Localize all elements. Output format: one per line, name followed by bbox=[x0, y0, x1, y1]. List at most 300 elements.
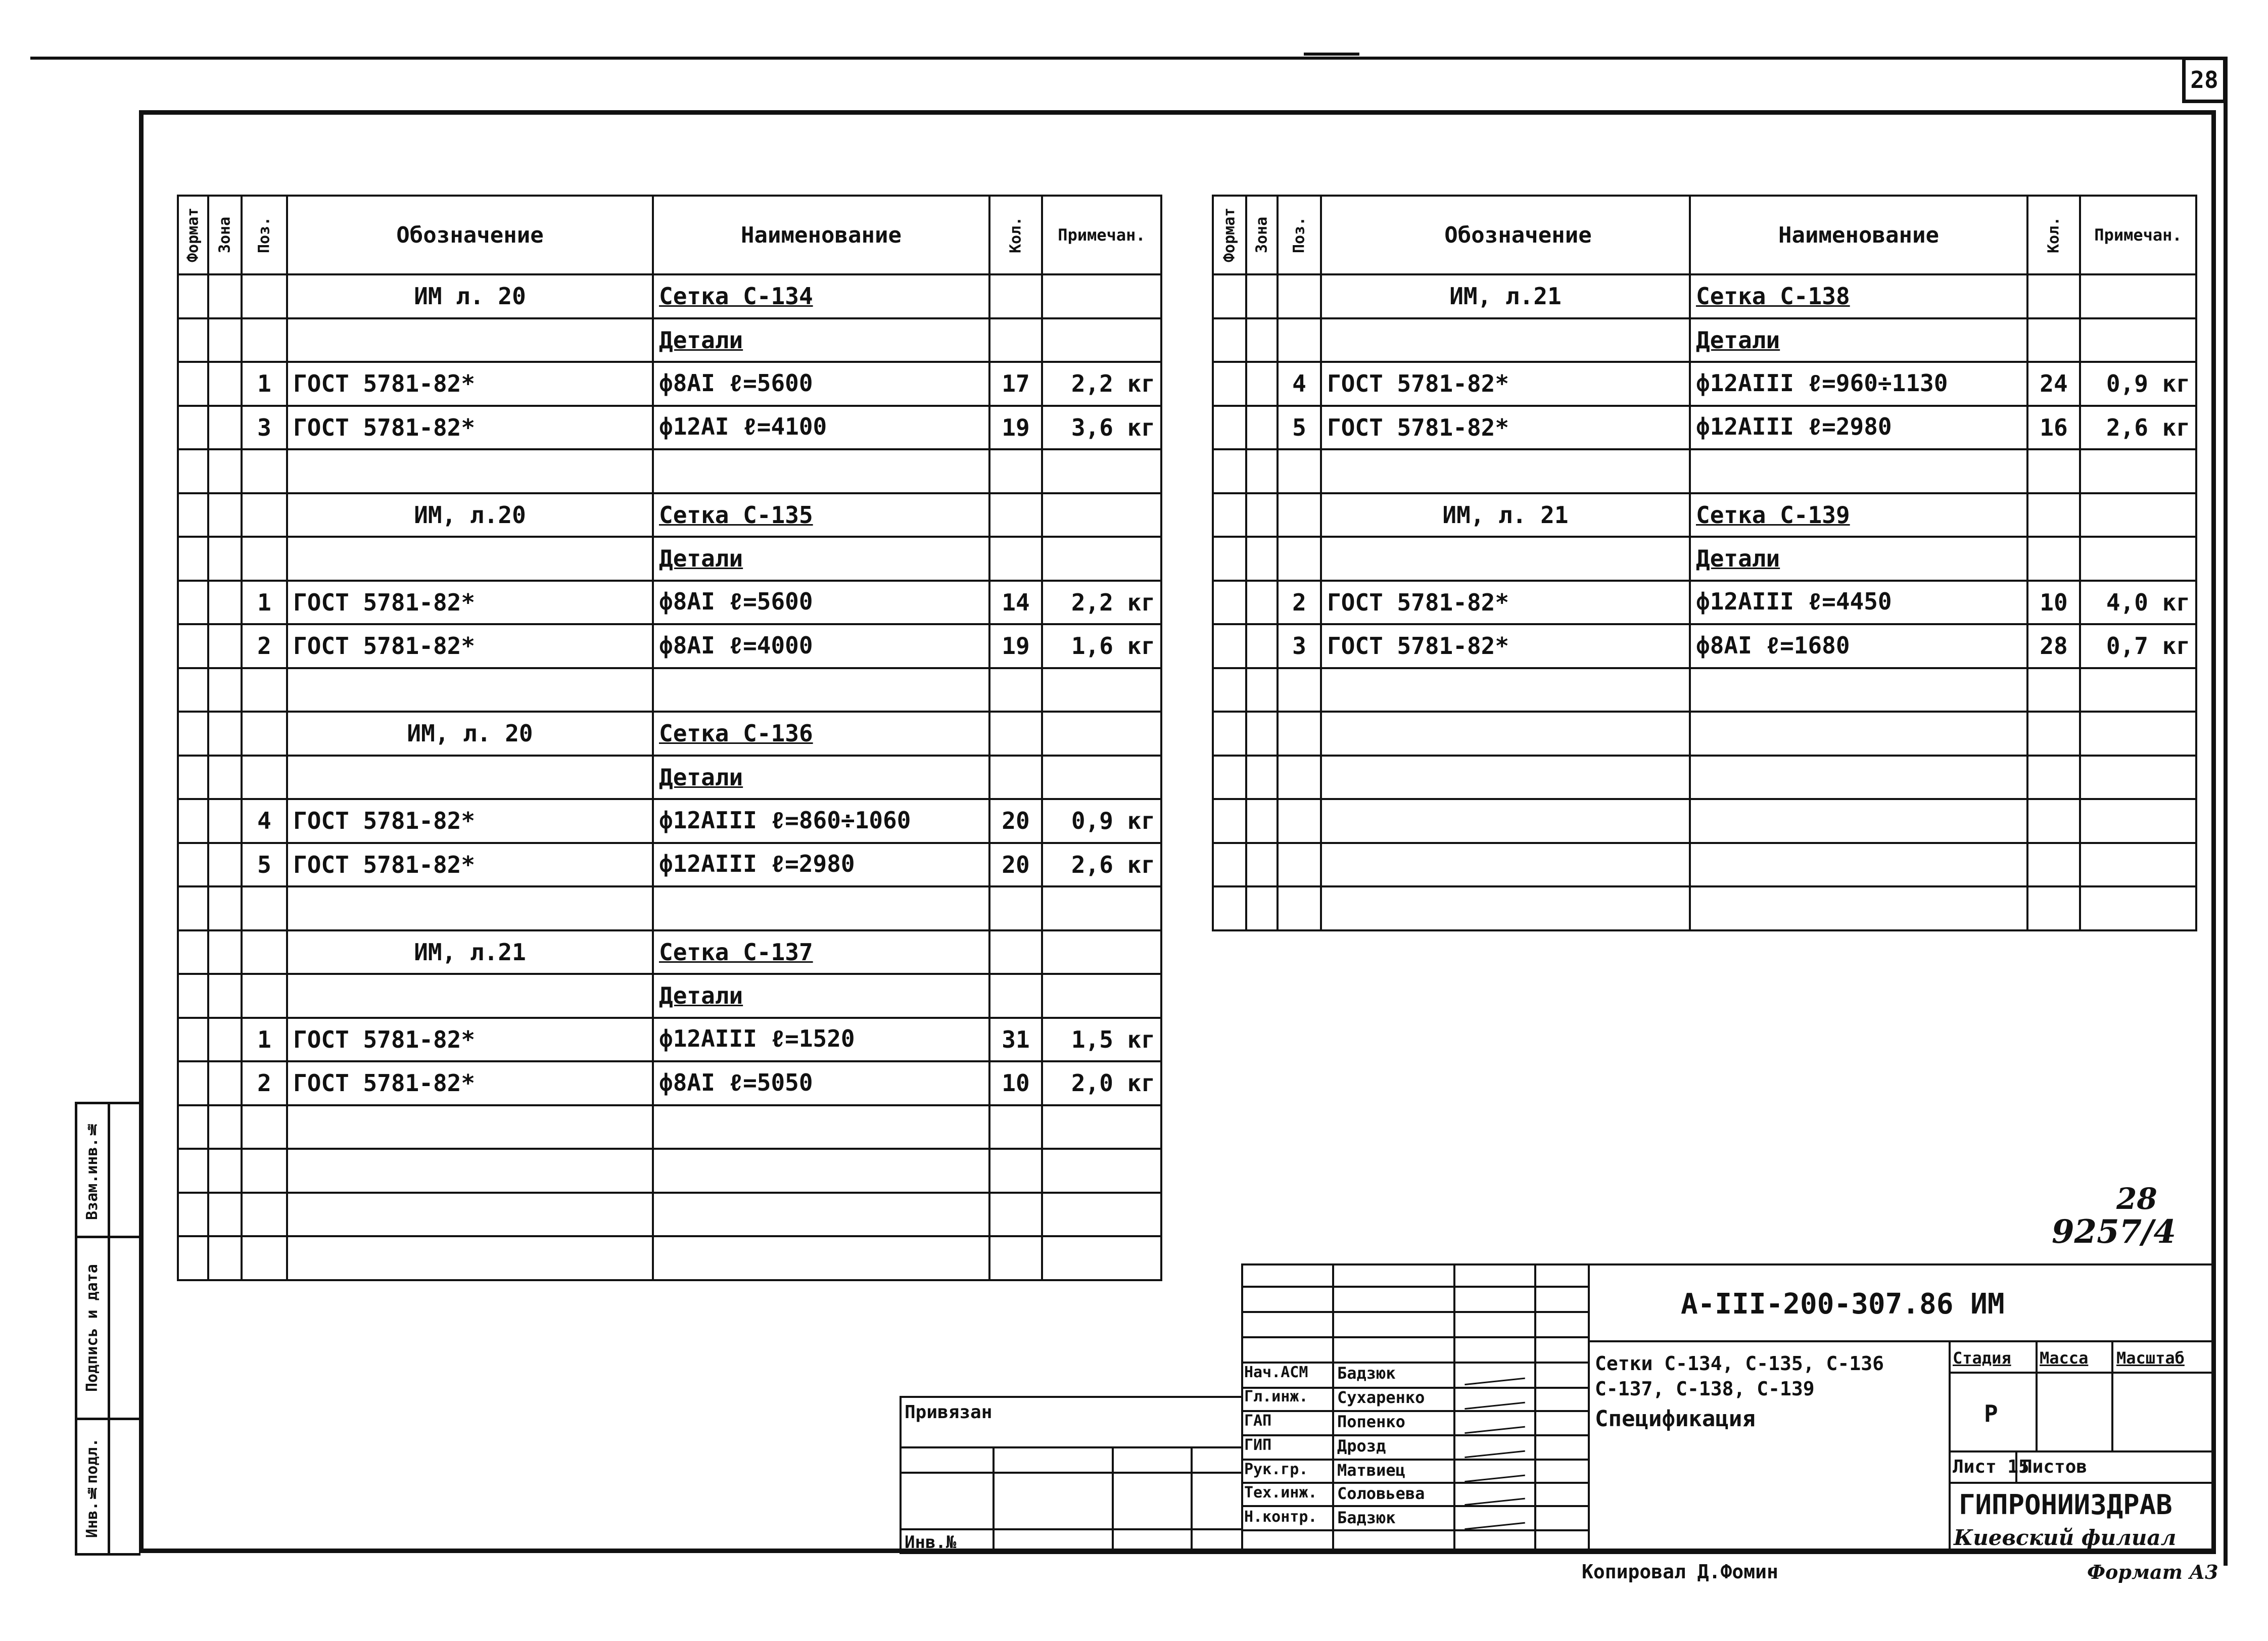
name-cell: ф12АIII ℓ=1520 bbox=[653, 1018, 989, 1062]
spec-row bbox=[1213, 362, 2196, 406]
qty-cell bbox=[2027, 449, 2080, 493]
format-cell bbox=[1213, 362, 1246, 406]
spec-row bbox=[178, 668, 1161, 712]
note-cell: 1,5 кг bbox=[1042, 1018, 1161, 1062]
note-cell: 0,9 кг bbox=[2080, 362, 2196, 406]
format-cell bbox=[178, 886, 208, 930]
pos-cell: 5 bbox=[1278, 406, 1321, 450]
spec-row bbox=[1213, 668, 2196, 712]
spec-row bbox=[1213, 712, 2196, 756]
pos-cell: 3 bbox=[1278, 624, 1321, 668]
title-block bbox=[1241, 1263, 2216, 1554]
note-cell bbox=[1042, 756, 1161, 800]
spec-row bbox=[1213, 886, 2196, 930]
designation-cell: ГОСТ 5781-82* bbox=[287, 362, 653, 406]
qty-cell bbox=[2027, 668, 2080, 712]
staff-grid-line bbox=[1241, 1529, 1590, 1531]
col-zone-header: Зона bbox=[208, 196, 242, 274]
format-cell bbox=[1213, 274, 1246, 318]
qty-cell bbox=[2027, 318, 2080, 362]
zone-cell bbox=[208, 756, 242, 800]
note-cell bbox=[1042, 274, 1161, 318]
format-cell bbox=[178, 362, 208, 406]
zone-cell bbox=[1246, 493, 1278, 537]
spec-row bbox=[178, 624, 1161, 668]
bound-label: Привязан bbox=[905, 1402, 993, 1423]
name-cell: Детали bbox=[653, 318, 989, 362]
copied-by: Копировал Д.Фомин bbox=[1582, 1561, 1778, 1583]
spec-row bbox=[178, 1193, 1161, 1237]
spec-row bbox=[178, 756, 1161, 800]
qty-cell bbox=[989, 668, 1042, 712]
designation-cell: ИМ, л.20 bbox=[287, 493, 653, 537]
name-cell: Детали bbox=[1690, 318, 2027, 362]
designation-cell: ГОСТ 5781-82* bbox=[1321, 406, 1690, 450]
format-cell bbox=[178, 624, 208, 668]
frame-gap-line bbox=[1304, 53, 1359, 56]
description-line2: С-137, С-138, С-139 bbox=[1595, 1378, 1815, 1400]
staff-name: Попенко bbox=[1337, 1412, 1405, 1431]
note-cell bbox=[2080, 318, 2196, 362]
spec-row bbox=[1213, 406, 2196, 450]
note-cell bbox=[2080, 449, 2196, 493]
zone-cell bbox=[208, 1149, 242, 1193]
format-cell bbox=[178, 493, 208, 537]
format-cell bbox=[178, 843, 208, 887]
note-cell bbox=[2080, 668, 2196, 712]
qty-cell bbox=[989, 274, 1042, 318]
staff-grid-line bbox=[1453, 1263, 1455, 1554]
name-cell bbox=[653, 1149, 989, 1193]
staff-name: Матвиец bbox=[1337, 1461, 1405, 1480]
spec-row bbox=[178, 1236, 1161, 1280]
name-cell: Детали bbox=[653, 756, 989, 800]
spec-row bbox=[178, 537, 1161, 581]
name-cell: ф8АI ℓ=5600 bbox=[653, 581, 989, 625]
note-cell bbox=[1042, 493, 1161, 537]
spec-row bbox=[178, 1149, 1161, 1193]
bound-line bbox=[1191, 1446, 1193, 1554]
zone-cell bbox=[208, 493, 242, 537]
designation-cell bbox=[287, 974, 653, 1018]
zone-cell bbox=[1246, 581, 1278, 625]
name-cell: ф12АIII ℓ=4450 bbox=[1690, 581, 2027, 625]
mass-label: Масса bbox=[2040, 1348, 2089, 1368]
name-cell: ф8АI ℓ=4000 bbox=[653, 624, 989, 668]
zone-cell bbox=[208, 274, 242, 318]
format-cell bbox=[178, 1061, 208, 1105]
format-cell bbox=[178, 1149, 208, 1193]
name-cell: Детали bbox=[653, 537, 989, 581]
designation-cell bbox=[1321, 756, 1690, 800]
name-cell: ф12АIII ℓ=960÷1130 bbox=[1690, 362, 2027, 406]
format-cell bbox=[1213, 756, 1246, 800]
pos-cell bbox=[242, 712, 287, 756]
qty-cell: 14 bbox=[989, 581, 1042, 625]
col-qty-header: Кол. bbox=[2027, 196, 2080, 274]
staff-name: Соловьева bbox=[1337, 1484, 1425, 1503]
qty-cell: 10 bbox=[989, 1061, 1042, 1105]
qty-cell: 20 bbox=[989, 843, 1042, 887]
qty-cell bbox=[989, 756, 1042, 800]
pos-cell: 4 bbox=[1278, 362, 1321, 406]
org-branch: Киевский филиал bbox=[1954, 1525, 2177, 1550]
staff-grid-line bbox=[1241, 1434, 1590, 1436]
bound-block bbox=[900, 1396, 1243, 1554]
pos-cell: 1 bbox=[242, 362, 287, 406]
note-cell: 3,6 кг bbox=[1042, 406, 1161, 450]
name-cell bbox=[1690, 886, 2027, 930]
format-cell bbox=[178, 1236, 208, 1280]
zone-cell bbox=[1246, 274, 1278, 318]
zone-cell bbox=[208, 362, 242, 406]
qty-cell: 31 bbox=[989, 1018, 1042, 1062]
spec-row bbox=[178, 318, 1161, 362]
pos-cell: 2 bbox=[242, 624, 287, 668]
format-cell bbox=[178, 537, 208, 581]
note-cell bbox=[2080, 712, 2196, 756]
note-cell bbox=[1042, 1236, 1161, 1280]
zone-cell bbox=[208, 1236, 242, 1280]
note-cell bbox=[1042, 318, 1161, 362]
qty-cell bbox=[989, 1149, 1042, 1193]
staff-name: Бадзюк bbox=[1337, 1508, 1396, 1527]
spec-row bbox=[1213, 274, 2196, 318]
name-cell bbox=[1690, 449, 2027, 493]
staff-grid-line bbox=[1241, 1336, 1590, 1338]
staff-role: ГИП bbox=[1244, 1436, 1272, 1454]
col-qty-header: Кол. bbox=[989, 196, 1042, 274]
designation-cell bbox=[1321, 843, 1690, 887]
note-cell: 2,6 кг bbox=[2080, 406, 2196, 450]
qty-cell bbox=[989, 974, 1042, 1018]
col-zone-header: Зона bbox=[1246, 196, 1278, 274]
designation-cell: ГОСТ 5781-82* bbox=[287, 406, 653, 450]
doc-code: А-III-200-307.86 ИМ bbox=[1681, 1288, 2005, 1321]
designation-cell: ГОСТ 5781-82* bbox=[287, 843, 653, 887]
designation-cell bbox=[287, 1105, 653, 1149]
staff-role: ГАП bbox=[1244, 1412, 1272, 1430]
staff-grid-line bbox=[1534, 1263, 1536, 1554]
zone-cell bbox=[208, 1018, 242, 1062]
qty-cell bbox=[989, 449, 1042, 493]
qty-cell bbox=[989, 886, 1042, 930]
staff-grid-line bbox=[1241, 1410, 1590, 1412]
pos-cell bbox=[1278, 318, 1321, 362]
spec-row bbox=[1213, 756, 2196, 800]
staff-role: Нач.АСМ bbox=[1244, 1364, 1308, 1381]
qty-cell bbox=[2027, 756, 2080, 800]
pos-cell bbox=[242, 668, 287, 712]
col-pos-header: Поз. bbox=[242, 196, 287, 274]
designation-cell bbox=[287, 537, 653, 581]
designation-cell: ГОСТ 5781-82* bbox=[287, 1061, 653, 1105]
format-cell bbox=[1213, 843, 1246, 887]
title-line bbox=[1949, 1482, 2216, 1484]
name-cell: ф12АIII ℓ=860÷1060 bbox=[653, 799, 989, 843]
pos-cell: 2 bbox=[242, 1061, 287, 1105]
note-cell bbox=[1042, 1149, 1161, 1193]
note-cell: 0,9 кг bbox=[1042, 799, 1161, 843]
format-cell bbox=[1213, 712, 1246, 756]
col-name-header: Наименование bbox=[653, 196, 989, 274]
col-name-header: Наименование bbox=[1690, 196, 2027, 274]
name-cell: Детали bbox=[1690, 537, 2027, 581]
qty-cell bbox=[2027, 274, 2080, 318]
spec-row bbox=[178, 886, 1161, 930]
format-cell bbox=[178, 930, 208, 974]
title-line bbox=[1588, 1340, 2216, 1342]
note-cell: 2,0 кг bbox=[1042, 1061, 1161, 1105]
pos-cell bbox=[242, 537, 287, 581]
format-cell bbox=[1213, 537, 1246, 581]
title-line bbox=[1949, 1450, 2216, 1452]
pos-cell bbox=[242, 274, 287, 318]
pos-cell: 1 bbox=[242, 581, 287, 625]
designation-cell bbox=[287, 1236, 653, 1280]
name-cell: ф8АI ℓ=5050 bbox=[653, 1061, 989, 1105]
qty-cell bbox=[2027, 712, 2080, 756]
format-cell bbox=[1213, 624, 1246, 668]
zone-cell bbox=[208, 974, 242, 1018]
name-cell: ф12АI ℓ=4100 bbox=[653, 406, 989, 450]
pos-cell bbox=[1278, 537, 1321, 581]
format-cell bbox=[1213, 799, 1246, 843]
col-format-header: Формат bbox=[1213, 196, 1246, 274]
zone-cell bbox=[208, 799, 242, 843]
left-spec-table bbox=[177, 195, 1162, 1281]
pos-cell bbox=[242, 449, 287, 493]
designation-cell: ИМ, л. 20 bbox=[287, 712, 653, 756]
designation-cell bbox=[1321, 537, 1690, 581]
handwritten-sheet-number: 28 bbox=[2116, 1182, 2157, 1216]
note-cell: 2,2 кг bbox=[1042, 581, 1161, 625]
name-cell bbox=[1690, 712, 2027, 756]
note-cell: 2,6 кг bbox=[1042, 843, 1161, 887]
spec-row bbox=[178, 493, 1161, 537]
note-cell bbox=[1042, 712, 1161, 756]
handwritten-inv-number: 9257/4 bbox=[2052, 1213, 2177, 1251]
zone-cell bbox=[208, 1193, 242, 1237]
qty-cell: 20 bbox=[989, 799, 1042, 843]
format-cell bbox=[178, 274, 208, 318]
zone-cell bbox=[1246, 362, 1278, 406]
spec-row bbox=[1213, 493, 2196, 537]
zone-cell bbox=[1246, 843, 1278, 887]
inv-no-label: Инв.№ bbox=[905, 1532, 957, 1553]
name-cell bbox=[1690, 843, 2027, 887]
spec-row bbox=[1213, 581, 2196, 625]
pos-cell bbox=[1278, 274, 1321, 318]
format-cell bbox=[178, 668, 208, 712]
left-header-row bbox=[178, 196, 1161, 274]
designation-cell: ГОСТ 5781-82* bbox=[287, 799, 653, 843]
stage-value: Р bbox=[1984, 1400, 1998, 1427]
name-cell: ф12АIII ℓ=2980 bbox=[1690, 406, 2027, 450]
spec-row bbox=[1213, 843, 2196, 887]
sheet-number-box bbox=[2182, 57, 2227, 103]
name-cell: ф12АIII ℓ=2980 bbox=[653, 843, 989, 887]
zone-cell bbox=[208, 1105, 242, 1149]
designation-cell bbox=[1321, 886, 1690, 930]
pos-cell bbox=[242, 318, 287, 362]
name-cell bbox=[653, 449, 989, 493]
format-cell bbox=[1213, 581, 1246, 625]
designation-cell bbox=[287, 449, 653, 493]
staff-role: Н.контр. bbox=[1244, 1508, 1317, 1526]
spec-row bbox=[1213, 449, 2196, 493]
qty-cell: 28 bbox=[2027, 624, 2080, 668]
inv-orig-label: Инв.№подл. bbox=[83, 1438, 101, 1538]
designation-cell: ГОСТ 5781-82* bbox=[287, 624, 653, 668]
pos-cell bbox=[1278, 493, 1321, 537]
zone-cell bbox=[1246, 756, 1278, 800]
qty-cell: 17 bbox=[989, 362, 1042, 406]
note-cell: 2,2 кг bbox=[1042, 362, 1161, 406]
qty-cell bbox=[989, 1105, 1042, 1149]
qty-cell bbox=[989, 1193, 1042, 1237]
pos-cell bbox=[1278, 799, 1321, 843]
staff-name: Дрозд bbox=[1337, 1436, 1386, 1456]
designation-cell bbox=[287, 886, 653, 930]
qty-cell: 24 bbox=[2027, 362, 2080, 406]
format-cell bbox=[178, 581, 208, 625]
zone-cell bbox=[208, 581, 242, 625]
qty-cell bbox=[2027, 886, 2080, 930]
spec-row bbox=[178, 843, 1161, 887]
format-label: Формат А3 bbox=[2087, 1561, 2218, 1583]
designation-cell: ГОСТ 5781-82* bbox=[1321, 581, 1690, 625]
pos-cell bbox=[242, 974, 287, 1018]
name-cell: Сетка С-135 bbox=[653, 493, 989, 537]
right-spec-table bbox=[1212, 195, 2197, 931]
format-cell bbox=[178, 799, 208, 843]
qty-cell: 19 bbox=[989, 406, 1042, 450]
name-cell: Сетка С-137 bbox=[653, 930, 989, 974]
note-cell: 4,0 кг bbox=[2080, 581, 2196, 625]
note-cell bbox=[1042, 537, 1161, 581]
name-cell: Сетка С-139 bbox=[1690, 493, 2027, 537]
qty-cell bbox=[989, 930, 1042, 974]
designation-cell bbox=[1321, 318, 1690, 362]
sign-date-label: Подпись и дата bbox=[83, 1264, 101, 1392]
qty-cell bbox=[989, 318, 1042, 362]
note-cell bbox=[1042, 930, 1161, 974]
staff-grid-line bbox=[1241, 1311, 1590, 1313]
name-cell: ф8АI ℓ=5600 bbox=[653, 362, 989, 406]
staff-role: Рук.гр. bbox=[1244, 1461, 1308, 1478]
zone-cell bbox=[1246, 318, 1278, 362]
col-note-header: Примечан. bbox=[1042, 196, 1161, 274]
pos-cell bbox=[1278, 668, 1321, 712]
format-cell bbox=[178, 756, 208, 800]
spec-row bbox=[178, 1061, 1161, 1105]
spec-row bbox=[1213, 799, 2196, 843]
pos-cell: 2 bbox=[1278, 581, 1321, 625]
zone-cell bbox=[208, 668, 242, 712]
title-line bbox=[2111, 1340, 2113, 1450]
sheets-label: Листов bbox=[2021, 1457, 2088, 1477]
staff-grid-line bbox=[1241, 1286, 1590, 1288]
zone-cell bbox=[208, 318, 242, 362]
qty-cell bbox=[989, 712, 1042, 756]
designation-cell: ГОСТ 5781-82* bbox=[287, 581, 653, 625]
pos-cell: 3 bbox=[242, 406, 287, 450]
spec-row bbox=[178, 712, 1161, 756]
zone-cell bbox=[1246, 624, 1278, 668]
scale-label: Масштаб bbox=[2116, 1348, 2185, 1368]
note-cell bbox=[2080, 274, 2196, 318]
zone-cell bbox=[1246, 799, 1278, 843]
staff-name: Сухаренко bbox=[1337, 1388, 1425, 1407]
name-cell bbox=[653, 1236, 989, 1280]
designation-cell bbox=[287, 1193, 653, 1237]
designation-cell bbox=[1321, 449, 1690, 493]
name-cell: Сетка С-134 bbox=[653, 274, 989, 318]
note-cell bbox=[1042, 1193, 1161, 1237]
spec-row bbox=[178, 1105, 1161, 1149]
spec-row bbox=[178, 930, 1161, 974]
pos-cell bbox=[1278, 886, 1321, 930]
qty-cell bbox=[2027, 493, 2080, 537]
col-pos-header: Поз. bbox=[1278, 196, 1321, 274]
designation-cell bbox=[287, 668, 653, 712]
designation-cell bbox=[1321, 712, 1690, 756]
col-designation-header: Обозначение bbox=[1321, 196, 1690, 274]
note-cell: 1,6 кг bbox=[1042, 624, 1161, 668]
bound-line bbox=[1112, 1446, 1114, 1554]
qty-cell bbox=[2027, 843, 2080, 887]
note-cell bbox=[1042, 1105, 1161, 1149]
zone-cell bbox=[1246, 406, 1278, 450]
qty-cell bbox=[2027, 799, 2080, 843]
qty-cell: 19 bbox=[989, 624, 1042, 668]
staff-grid-line bbox=[1332, 1263, 1334, 1554]
designation-cell: ИМ, л.21 bbox=[287, 930, 653, 974]
staff-role: Тех.инж. bbox=[1244, 1484, 1317, 1502]
note-cell bbox=[2080, 756, 2196, 800]
zone-cell bbox=[208, 1061, 242, 1105]
name-cell bbox=[1690, 668, 2027, 712]
designation-cell: ГОСТ 5781-82* bbox=[1321, 624, 1690, 668]
staff-role: Гл.инж. bbox=[1244, 1388, 1308, 1405]
sheet-label: Лист 15 bbox=[1953, 1457, 2029, 1477]
name-cell bbox=[1690, 799, 2027, 843]
description-line3: Спецификация bbox=[1595, 1406, 1756, 1432]
bound-line bbox=[993, 1446, 995, 1554]
pos-cell bbox=[242, 1236, 287, 1280]
format-cell bbox=[178, 712, 208, 756]
side-stamp bbox=[75, 1102, 140, 1556]
pos-cell bbox=[242, 1193, 287, 1237]
qty-cell bbox=[2027, 537, 2080, 581]
pos-cell: 1 bbox=[242, 1018, 287, 1062]
qty-cell: 10 bbox=[2027, 581, 2080, 625]
note-cell bbox=[1042, 886, 1161, 930]
pos-cell bbox=[1278, 449, 1321, 493]
name-cell: Детали bbox=[653, 974, 989, 1018]
name-cell: Сетка С-138 bbox=[1690, 274, 2027, 318]
pos-cell bbox=[242, 886, 287, 930]
pos-cell: 4 bbox=[242, 799, 287, 843]
format-cell bbox=[1213, 886, 1246, 930]
zone-cell bbox=[208, 624, 242, 668]
name-cell: ф8АI ℓ=1680 bbox=[1690, 624, 2027, 668]
pos-cell bbox=[1278, 712, 1321, 756]
pos-cell bbox=[242, 1105, 287, 1149]
staff-grid-line bbox=[1241, 1505, 1590, 1507]
qty-cell bbox=[989, 537, 1042, 581]
